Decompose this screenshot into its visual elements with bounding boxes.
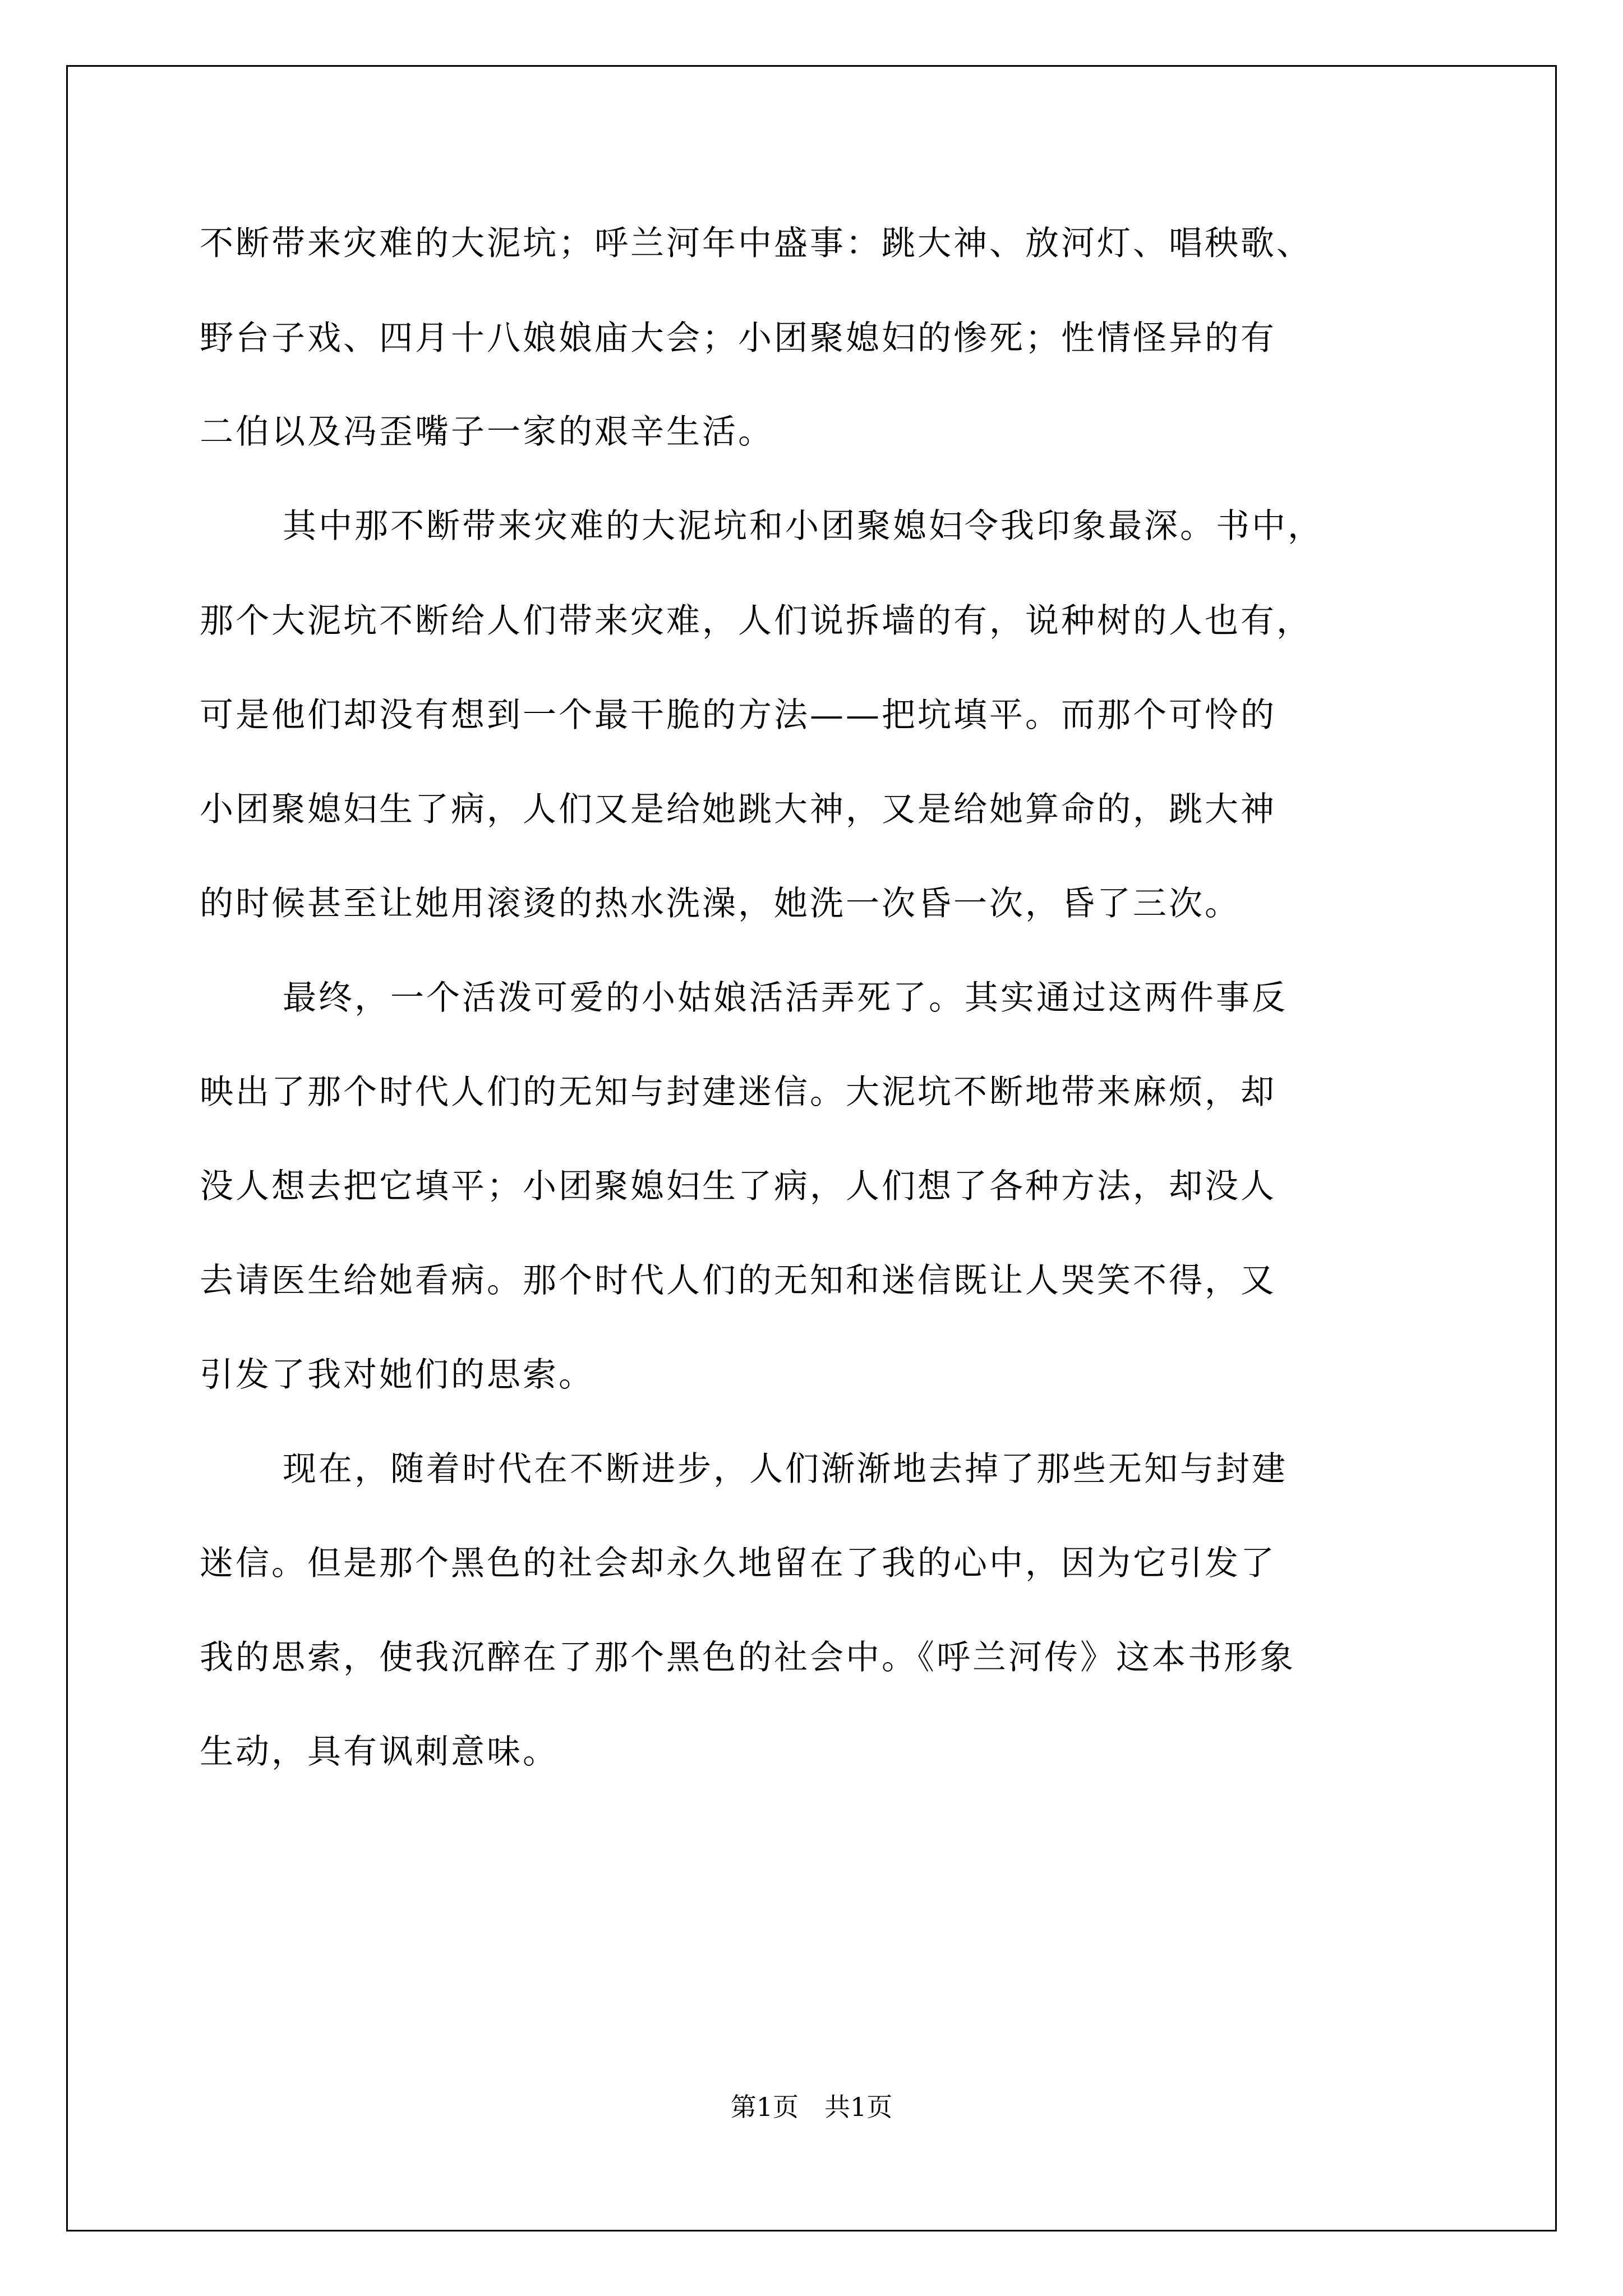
text-line: 迷信。但是那个黑色的社会却永久地留在了我的心中，因为它引发了 [200,1544,1276,1583]
text-line: 没人想去把它填平；小团聚媳妇生了病，人们想了各种方法，却没人 [200,1167,1276,1206]
text-line: 可是他们却没有想到一个最干脆的方法——把坑填平。而那个可怜的 [200,696,1276,735]
text-line: 引发了我对她们的思索。 [200,1355,594,1395]
text-line: 那个大泥坑不断给人们带来灾难，人们说拆墙的有，说种树的人也有， [200,601,1312,641]
text-line: 不断带来灾难的大泥坑；呼兰河年中盛事：跳大神、放河灯、唱秧歌、 [200,224,1312,263]
paragraph-start: 最终，一个活泼可爱的小姑娘活活弄死了。其实通过这两件事反 [283,978,1288,1018]
text-line: 我的思索，使我沉醉在了那个黑色的社会中。《呼兰河传》这本书形象 [200,1638,1295,1677]
text-line: 野台子戏、四月十八娘娘庙大会；小团聚媳妇的惨死；性情怪异的有 [200,319,1276,358]
text-line: 去请医生给她看病。那个时代人们的无知和迷信既让人哭笑不得，又 [200,1261,1276,1300]
page-border [66,65,1557,2231]
paragraph-start: 现在，随着时代在不断进步，人们渐渐地去掉了那些无知与封建 [283,1450,1288,1489]
page-number-footer: 第1页 共1页 [730,2092,893,2122]
paragraph-start: 其中那不断带来灾难的大泥坑和小团聚媳妇令我印象最深。书中， [283,507,1324,546]
text-line: 二伯以及冯歪嘴子一家的艰辛生活。 [200,412,774,452]
text-line: 小团聚媳妇生了病，人们又是给她跳大神，又是给她算命的，跳大神 [200,790,1276,829]
text-line: 映出了那个时代人们的无知与封建迷信。大泥坑不断地带来麻烦，却 [200,1073,1276,1112]
text-line: 生动，具有讽刺意味。 [200,1732,559,1772]
text-line: 的时候甚至让她用滚烫的热水洗澡，她洗一次昏一次，昏了三次。 [200,884,1241,923]
